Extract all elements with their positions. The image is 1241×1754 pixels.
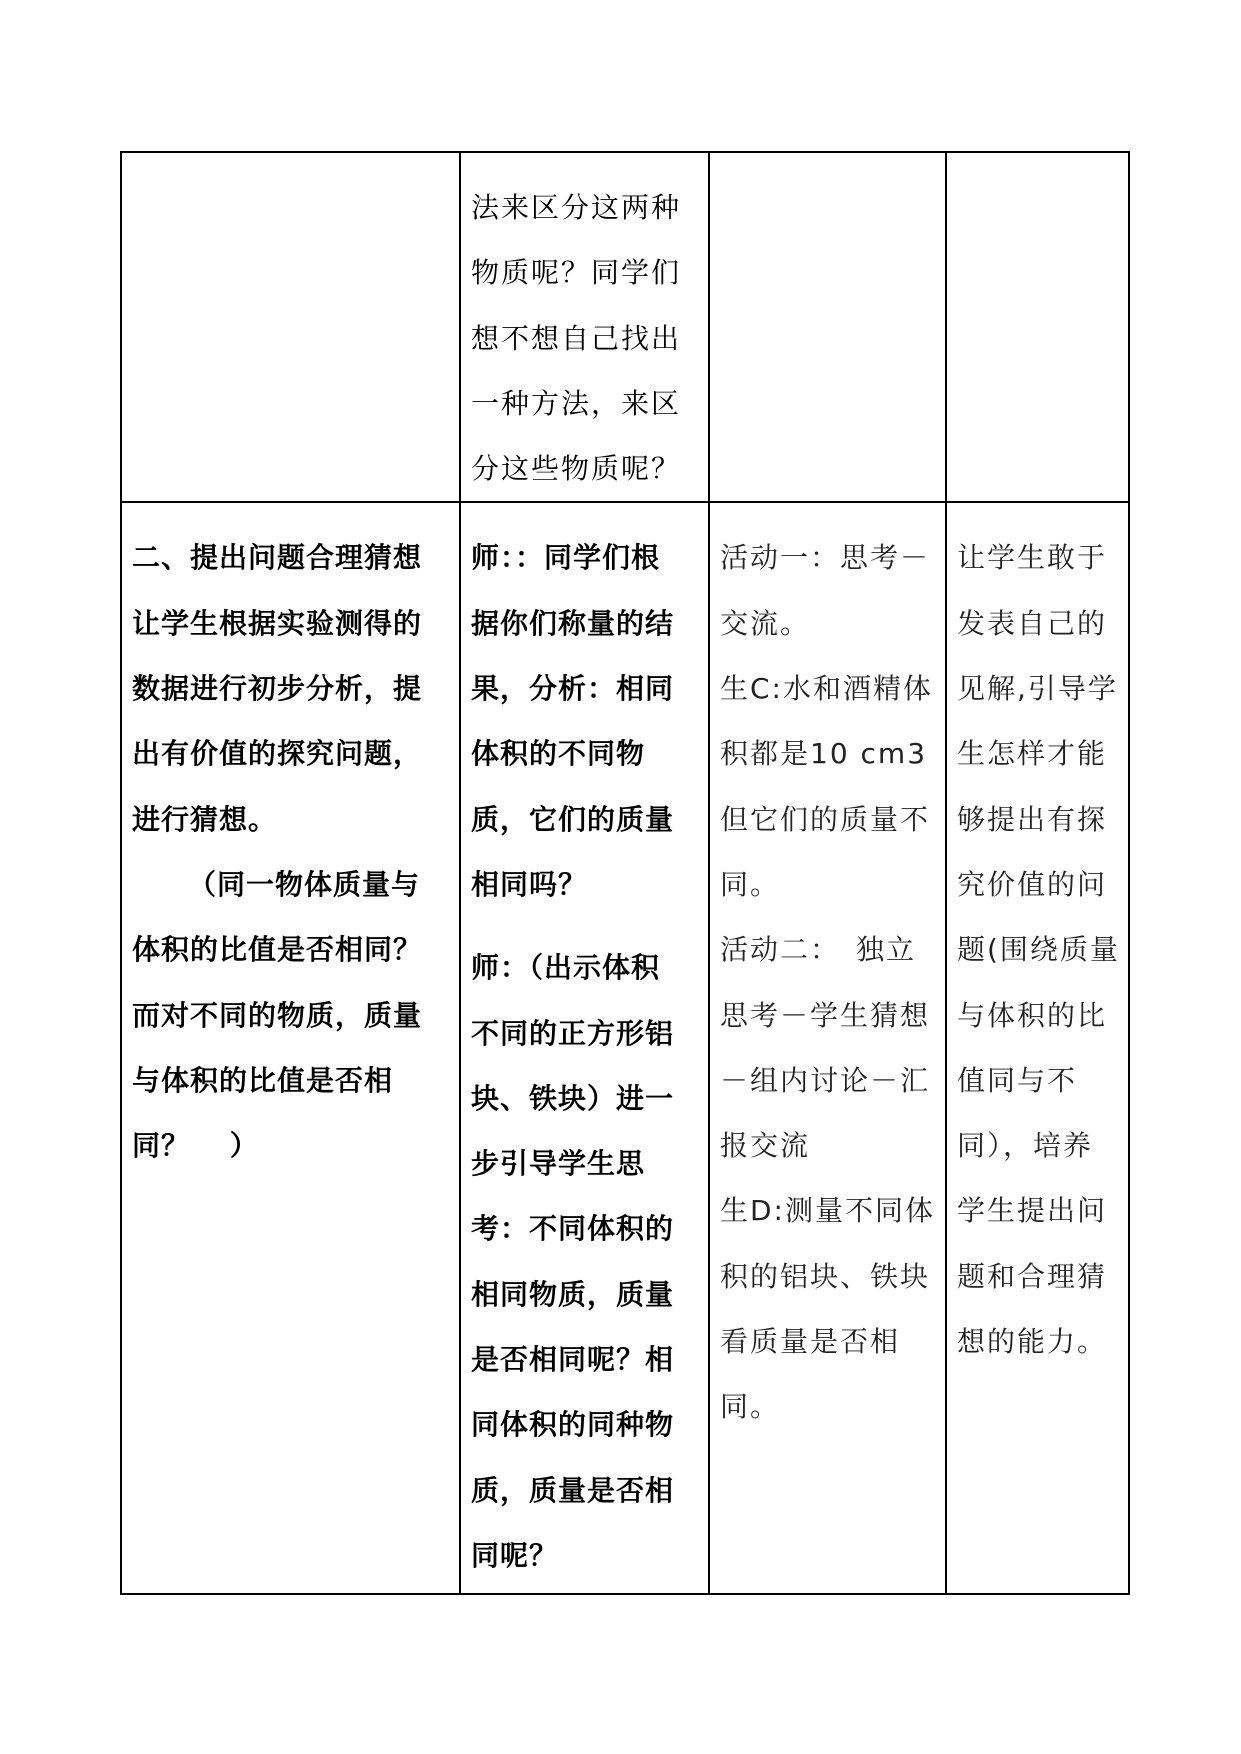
student-c-answer: 生C:水和酒精体积都是10 cm3但它们的质量不同。 (720, 672, 933, 901)
stage-title: 二、提出问题合理猜想 (132, 541, 423, 575)
teacher-text: 法来区分这两种物质呢？同学们想不想自己找出一种方法，来区分这些物质呢？ (471, 191, 682, 486)
student-cell (709, 152, 946, 502)
stage-description: 让学生根据实验测得的数据进行初步分析，提出有价值的探究问题，进行猜想。 (132, 606, 423, 836)
intent-text (947, 153, 1128, 175)
stage-text (122, 153, 459, 175)
student-cell (709, 502, 946, 1594)
lesson-plan-table (120, 151, 1130, 1595)
student-text (710, 153, 945, 175)
student-d-answer: 生D:测量不同体积的铝块、铁块看质量是否相同。 (720, 1194, 935, 1424)
table-row (121, 502, 1129, 1594)
intent-cell (946, 502, 1129, 1594)
stage-note: （同一物体质量与体积的比值是否相同？而对不同的物质，质量与体积的比值是否相同？ ） (132, 867, 423, 1163)
teacher-question-1: 师：：同学们根据你们称量的结果，分析：相同体积的不同物质，它们的质量相同吗？ (471, 541, 675, 901)
teacher-cell (460, 502, 709, 1594)
teacher-cell (460, 152, 709, 502)
teacher-question-2: 师：（出示体积不同的正方形铝块、铁块）进一步引导学生思考：不同体积的相同物质，质量是否相同呢？相同体积的同种物质，质量是否相同呢？ (471, 951, 675, 1572)
activity-one: 活动一：思考－交流。 (720, 541, 931, 640)
intent-cell (946, 152, 1129, 502)
table-row (121, 152, 1129, 502)
stage-cell (121, 152, 460, 502)
activity-two: 活动二： 独立思考－学生猜想－组内讨论－汇报交流 (720, 933, 931, 1163)
intent-text: 让学生敢于发表自己的见解,引导学生怎样才能够提出有探究价值的问题(围绕质量与体积的比值同与不同），培养学生提出问题和合理猜想的能力。 (957, 541, 1120, 1359)
stage-cell (121, 502, 460, 1594)
